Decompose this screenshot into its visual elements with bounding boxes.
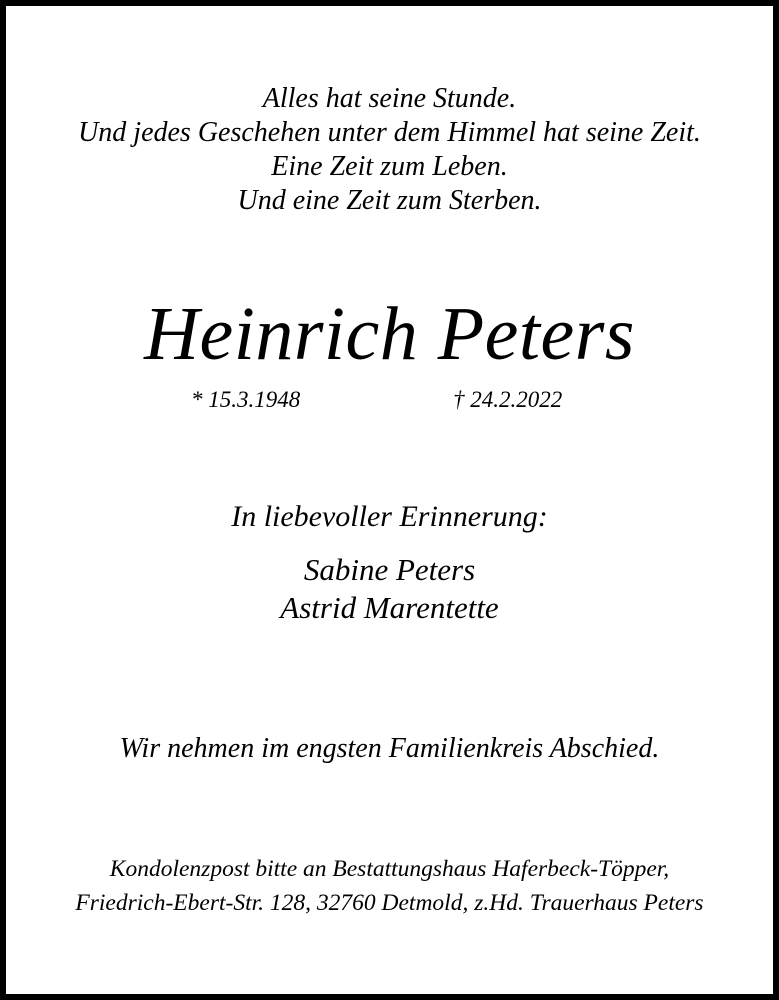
birth-date: * 15.3.1948 — [191, 387, 301, 412]
verse-line: Und jedes Geschehen unter dem Himmel hat seine Zeit. — [78, 117, 701, 148]
condolence-line: Kondolenzpost bitte an Bestattungshaus Haferbeck-Töpper, — [109, 856, 670, 882]
verse-block — [6, 82, 773, 218]
condolence-line: Friedrich-Ebert-Str. 128, 32760 Detmold, z.Hd. Trauerhaus Peters — [75, 890, 704, 916]
verse-line: Alles hat seine Stunde. — [262, 83, 517, 114]
verse-line: Eine Zeit zum Leben. — [271, 151, 508, 182]
memory-heading: In liebevoller Erinnerung: — [231, 500, 548, 533]
death-date: † 24.2.2022 — [453, 387, 563, 412]
farewell-statement: Wir nehmen im engsten Familienkreis Abschied. — [119, 733, 660, 764]
mourner-name: Astrid Marentette — [280, 590, 499, 625]
verse-line: Und eine Zeit zum Sterben. — [237, 185, 542, 216]
deceased-name: Heinrich Peters — [144, 292, 635, 376]
mourners-list — [6, 551, 773, 627]
mourner-name: Sabine Peters — [303, 552, 476, 587]
condolence-address — [6, 852, 773, 920]
